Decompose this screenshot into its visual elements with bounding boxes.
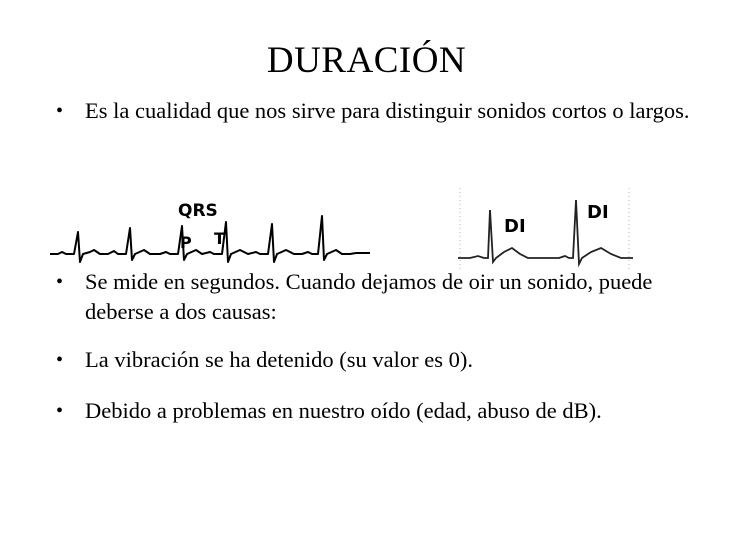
bullet-item-3 — [56, 345, 696, 375]
ecg-strip-image — [50, 192, 370, 272]
bullet-text: La vibración se ha detenido (su valor es 0). — [85, 347, 473, 372]
bullet-item-2 — [56, 267, 696, 327]
bullet-text: Debido a problemas en nuestro oído (edad, abuso de dB). — [85, 398, 602, 423]
bullet-item-4 — [56, 396, 696, 426]
ecg-di-label: DI — [504, 216, 526, 237]
ecg-inset-image-1 — [458, 188, 546, 272]
ecg-inset-image-2 — [545, 188, 633, 272]
bullet-dot: • — [56, 400, 64, 422]
bullet-dot: • — [56, 271, 64, 293]
ecg-trace — [458, 210, 546, 262]
ecg-di-label: DI — [587, 202, 609, 223]
slide-title: DURACIÓN — [266, 40, 467, 81]
ecg-qrs-label: QRS — [178, 201, 218, 221]
bullet-dot: • — [56, 100, 64, 122]
ecg-t-label: T — [214, 229, 225, 248]
bullet-text: Es la cualidad que nos sirve para distinguir sonidos cortos o largos. — [85, 98, 690, 123]
bullet-item-1 — [56, 96, 696, 126]
ecg-trace — [50, 216, 370, 262]
ecg-p-label: P — [180, 233, 192, 252]
bullet-text: Se mide en segundos. Cuando dejamos de oir un sonido, puede deberse a dos causas: — [85, 269, 653, 324]
bullet-dot: • — [56, 349, 64, 371]
